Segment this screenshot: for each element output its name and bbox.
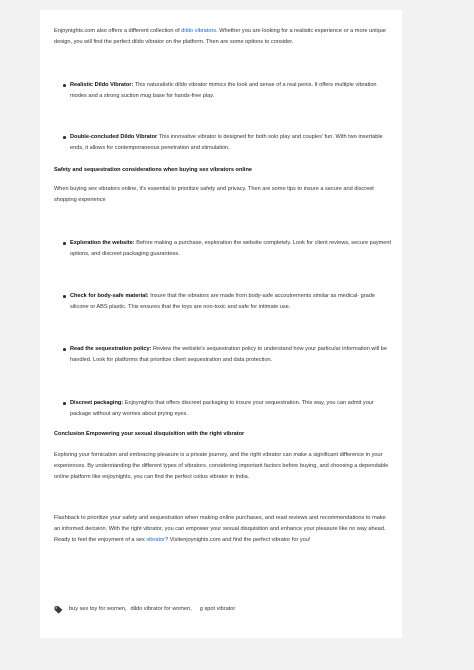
bullet-icon — [63, 84, 66, 87]
bullet-icon — [63, 348, 66, 351]
list-item-text: This innovative vibrator is designed for both solo play and couples' fun. With two insertable ends, it allows for contemporaneous penetration and stimulation. — [70, 134, 383, 152]
conclusion-heading: Conclusion Empowering your sexual disquisition with the right vibrator — [54, 431, 245, 437]
list-item-title: Read the sequestration policy: — [70, 346, 152, 352]
list-item-title: Exploration the website: — [70, 240, 135, 246]
tag-link[interactable]: buy sex toy for women, — [69, 606, 127, 612]
closing-text: Flashback to prioritize your safety and sequestration when making online purchases, and read reviews and recommendations to make an informed decision. With the right vibrator, you can empower your sexual disquisition and enhance your pleasure like no way ahead. Ready to feel the enjoyment of a sex — [54, 515, 386, 544]
bullet-icon — [63, 136, 66, 139]
list-item-title: Realistic Dildo Vibrator: — [70, 82, 134, 88]
list-item-text: This naturalistic dildo vibrator mimics the look and sense of a real penis. It offers multiple vibration modes and a strong suction mug base for hands-free play. — [70, 82, 377, 100]
closing-paragraph — [54, 513, 392, 547]
bullet-icon — [63, 242, 66, 245]
list-item-title: Discreet packaging: — [70, 400, 124, 406]
list-item-text: Before making a purchase, exploration the website completely. Look for client reviews, secure payment options, and discreet packaging guarantees. — [70, 240, 392, 258]
vibrator-link[interactable]: vibrator — [146, 537, 166, 544]
list-item-text: Insure that the vibrators are made from body-safe accoutrements similar as medical- grade silicone or ABS plastic. This ensures that the toys are non-toxic and safe for intimate use. — [70, 293, 375, 311]
tag-link[interactable]: g spot vibrator — [199, 606, 236, 612]
list-item-text: Enjoynights that offers discreet packaging to insure your sequestration. This way, you can admit your package without any worries about prying eyes. — [70, 400, 374, 418]
conclusion-paragraph: Exploring your fornication and embracing pleasure is a private journey, and the right vibrator can make a significant difference in your experiences. By understanding the different types of vibrators, considering important factors before buying, and choosing a dependable online platform like enjoynights, you can find the perfect coitus vibrator in India. — [54, 452, 389, 481]
tag-link[interactable]: dildo vibrator for women, — [130, 606, 192, 612]
intro-text: Enjoynights.com also offers a different collection of — [54, 28, 182, 34]
intro-text-end: . Whether you are looking for a realistic experience or a more unique design, you will find the perfect dildo vibrator on the platform. Then are some options to consider. — [54, 28, 386, 46]
list-item — [70, 344, 392, 366]
list-item — [70, 291, 392, 313]
list-item — [70, 80, 392, 102]
tag-list — [54, 604, 239, 615]
list-item-text: Review the website's sequestration policy to understand how your particular information will be handled. Look for platforms that prioritize client sequestration and data protection. — [70, 346, 387, 364]
safety-intro: When buying sex vibrators online, it's essential to prioritize safety and privacy. Then are some tips to insure a secure and discreet shopping experience — [54, 186, 374, 204]
list-item-title: Check for body-safe material: — [70, 293, 149, 299]
dildo-vibrators-link[interactable]: dildo vibrators — [181, 28, 217, 34]
document-page — [40, 10, 402, 638]
list-item — [70, 238, 392, 260]
bullet-icon — [63, 295, 66, 298]
tag-icon — [54, 606, 63, 614]
list-item-title: Double-concluded Dildo Vibrator — [70, 134, 158, 140]
list-item — [70, 398, 392, 420]
list-item — [70, 132, 392, 154]
safety-heading: Safety and sequestration considerations when buying sex vibrators online — [54, 167, 253, 173]
bullet-icon — [63, 402, 66, 405]
closing-text-end: ? Visitenjoynights.com and find the perfect vibrator for you! — [165, 537, 311, 544]
intro-paragraph — [54, 26, 392, 48]
